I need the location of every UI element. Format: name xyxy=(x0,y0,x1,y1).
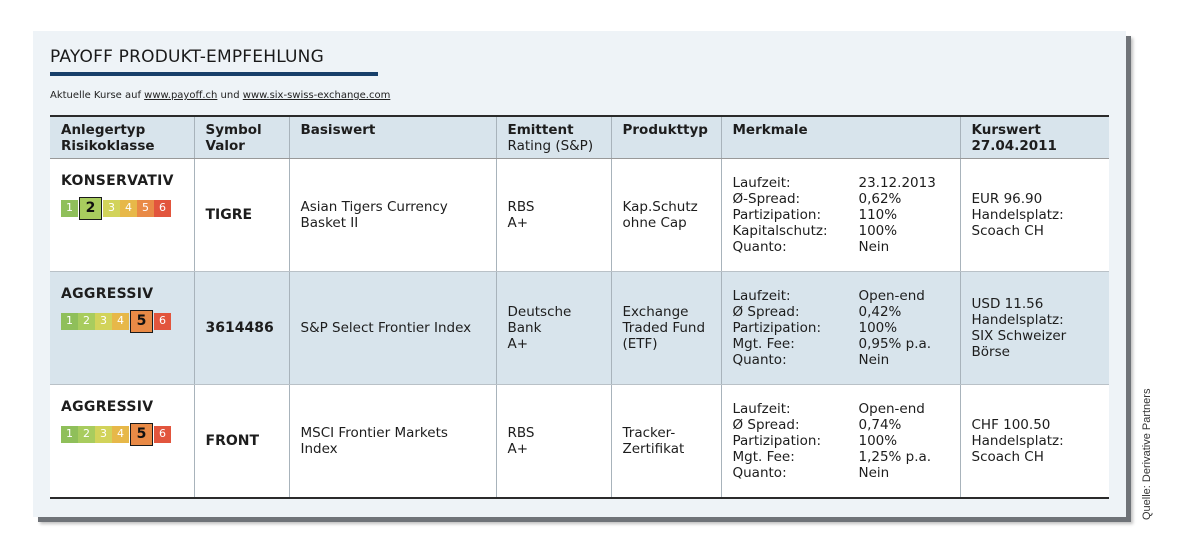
header-features: Merkmale xyxy=(721,116,960,159)
features-cell: Laufzeit: Open-end Ø Spread: 0,42% Partizipation: 100% Mgt. Fee: 0,95% p.a. Quanto: Nein xyxy=(721,272,960,385)
risk-level-1: 1 xyxy=(61,200,78,217)
risk-level-2: 2 xyxy=(78,313,95,330)
symbol: TIGRE xyxy=(205,207,253,223)
risk-level-4: 4 xyxy=(120,200,137,217)
features-cell: Laufzeit: 23.12.2013 Ø-Spread: 0,62% Partizipation: 110% Kapitalschutz: 100% Quanto: Nein xyxy=(721,159,960,272)
issuer-cell: RBS A+ xyxy=(496,159,611,272)
symbol: FRONT xyxy=(205,432,260,449)
price-cell: CHF 100.50 Handelsplatz: Scoach CH xyxy=(960,385,1109,498)
underlying-cell: S&P Select Frontier Index xyxy=(289,272,496,385)
symbol-cell xyxy=(194,385,289,498)
price-cell: USD 11.56 Handelsplatz: SIX Schweizer Börse xyxy=(960,272,1109,385)
risk-cell xyxy=(50,385,194,498)
risk-level-1: 1 xyxy=(61,426,78,443)
risk-type: AGGRESSIV xyxy=(61,286,154,302)
risk-level-1: 1 xyxy=(61,313,78,330)
page-title: PAYOFF PRODUKT-EMPFEHLUNG xyxy=(50,47,324,67)
risk-cell xyxy=(50,159,194,272)
subtitle xyxy=(50,90,390,101)
product-type-cell: Tracker- Zertifikat xyxy=(611,385,721,498)
risk-level-3: 3 xyxy=(95,426,112,443)
features-cell: Laufzeit: Open-end Ø Spread: 0,74% Partizipation: 100% Mgt. Fee: 1,25% p.a. Quanto: Nein xyxy=(721,385,960,498)
risk-level-4: 4 xyxy=(112,313,129,330)
issuer-cell: Deutsche Bank A+ xyxy=(496,272,611,385)
risk-type: KONSERVATIV xyxy=(61,173,174,189)
title-underline xyxy=(50,72,378,76)
risk-type: AGGRESSIV xyxy=(61,399,154,415)
subtitle-prefix: Aktuelle Kurse auf xyxy=(50,90,145,101)
risk-level-6: 6 xyxy=(154,426,171,443)
risk-level-6: 6 xyxy=(154,200,171,217)
risk-cell xyxy=(50,272,194,385)
link-payoff[interactable]: www.payoff.ch xyxy=(144,90,218,101)
header-symbol: Symbol Valor xyxy=(194,116,289,159)
risk-level-2: 2 xyxy=(78,426,95,443)
risk-scale xyxy=(61,310,184,332)
risk-scale xyxy=(61,197,184,219)
risk-level-3: 3 xyxy=(103,200,120,217)
subtitle-middle: und xyxy=(217,90,243,101)
header-issuer: Emittent Rating (S&P) xyxy=(496,116,611,159)
price-cell: EUR 96.90 Handelsplatz: Scoach CH xyxy=(960,159,1109,272)
table-row xyxy=(50,385,1109,498)
header-product-type: Produkttyp xyxy=(611,116,721,159)
header-risk: Anlegertyp Risikoklasse xyxy=(50,116,194,159)
symbol: 3614486 xyxy=(205,320,274,336)
symbol-cell xyxy=(194,272,289,385)
risk-level-5: 5 xyxy=(130,423,153,446)
product-type-cell: Exchange Traded Fund (ETF) xyxy=(611,272,721,385)
header-price: Kurswert 27.04.2011 xyxy=(960,116,1109,159)
risk-level-5: 5 xyxy=(130,310,153,333)
underlying-cell: Asian Tigers Currency Basket II xyxy=(289,159,496,272)
risk-level-3: 3 xyxy=(95,313,112,330)
table-row xyxy=(50,272,1109,385)
table-header-row xyxy=(50,116,1109,159)
issuer-cell: RBS A+ xyxy=(496,385,611,498)
risk-scale xyxy=(61,423,184,445)
symbol-cell xyxy=(194,159,289,272)
risk-level-5: 5 xyxy=(137,200,154,217)
risk-level-2: 2 xyxy=(79,197,102,220)
risk-level-4: 4 xyxy=(112,426,129,443)
link-six-exchange[interactable]: www.six-swiss-exchange.com xyxy=(242,90,391,101)
header-underlying: Basiswert xyxy=(289,116,496,159)
source-credit: Quelle: Derivative Partners xyxy=(1141,388,1153,520)
product-table xyxy=(50,115,1109,499)
recommendation-panel xyxy=(33,31,1126,517)
risk-level-6: 6 xyxy=(154,313,171,330)
product-type-cell: Kap.Schutz ohne Cap xyxy=(611,159,721,272)
table-row xyxy=(50,159,1109,272)
underlying-cell: MSCI Frontier Markets Index xyxy=(289,385,496,498)
